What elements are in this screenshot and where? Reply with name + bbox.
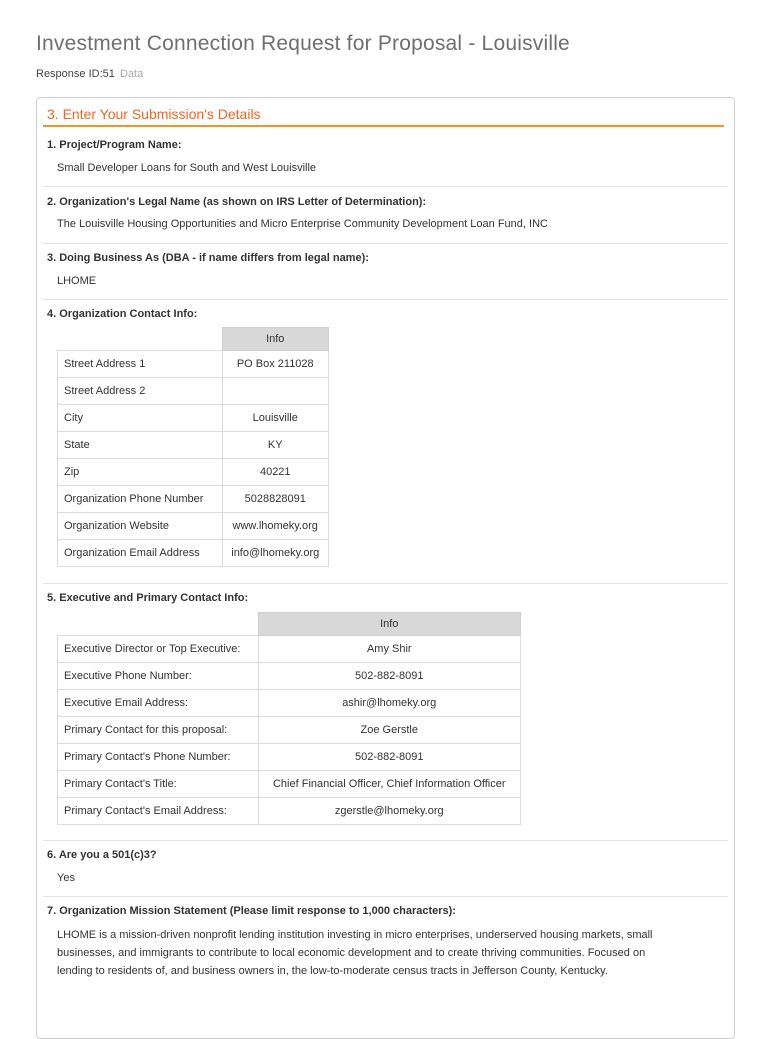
row-value: Zoe Gerstle — [258, 717, 521, 744]
table-header-row — [58, 613, 521, 636]
section-divider — [43, 125, 724, 127]
row-value: info@lhomeky.org — [222, 540, 329, 567]
row-value — [222, 378, 329, 405]
table-row — [58, 717, 521, 744]
response-id-text: Response ID:51 — [36, 68, 115, 80]
row-label: Executive Phone Number: — [58, 663, 259, 690]
row-label: State — [58, 432, 223, 459]
q7-answer-line: lending to residents of, and business owners in, the low-to-moderate census tracts in Jefferson County, Kentucky. — [57, 965, 608, 977]
q2-answer: The Louisville Housing Opportunities and Micro Enterprise Community Development Loan Fund, INC — [57, 218, 548, 230]
row-label: Organization Website — [58, 513, 223, 540]
row-label: Primary Contact for this proposal: — [58, 717, 259, 744]
row-value: PO Box 211028 — [222, 351, 329, 378]
table-row — [58, 486, 329, 513]
data-link[interactable]: Data — [119, 68, 144, 80]
row-value: Louisville — [222, 405, 329, 432]
submission-details-panel — [36, 97, 735, 1039]
row-value: 502-882-8091 — [258, 663, 521, 690]
response-id — [36, 68, 143, 80]
row-label: Street Address 1 — [58, 351, 223, 378]
q3-label: 3. Doing Business As (DBA - if name differs from legal name): — [47, 252, 369, 264]
divider — [43, 299, 728, 300]
q6-answer: Yes — [57, 872, 75, 884]
table-row — [58, 636, 521, 663]
row-value: 502-882-8091 — [258, 744, 521, 771]
q1-answer: Small Developer Loans for South and West Louisville — [57, 162, 317, 174]
q6-label: 6. Are you a 501(c)3? — [47, 849, 157, 861]
divider — [43, 583, 728, 584]
row-value: ashir@lhomeky.org — [258, 690, 521, 717]
table-row — [58, 690, 521, 717]
table-header-row — [58, 328, 329, 351]
table-header-info: Info — [258, 613, 521, 636]
q1-label: 1. Project/Program Name: — [47, 139, 182, 151]
q4-label: 4. Organization Contact Info: — [47, 308, 198, 320]
table-row — [58, 351, 329, 378]
row-label: Primary Contact's Email Address: — [58, 798, 259, 825]
row-value: Amy Shir — [258, 636, 521, 663]
divider — [43, 840, 728, 841]
row-value: zgerstle@lhomeky.org — [258, 798, 521, 825]
table-row — [58, 513, 329, 540]
q7-answer — [57, 926, 653, 980]
row-label: Executive Director or Top Executive: — [58, 636, 259, 663]
table-row — [58, 405, 329, 432]
q7-answer-line: businesses, and immigrants to contribute to local economic development and to create thriving communities. Focused on — [57, 947, 646, 959]
divider — [43, 243, 728, 244]
table-row — [58, 459, 329, 486]
row-label: City — [58, 405, 223, 432]
table-row — [58, 771, 521, 798]
row-label: Organization Email Address — [58, 540, 223, 567]
table-header-info: Info — [222, 328, 329, 351]
q7-label: 7. Organization Mission Statement (Please limit response to 1,000 characters): — [47, 905, 456, 917]
table-row — [58, 432, 329, 459]
q2-label: 2. Organization's Legal Name (as shown on IRS Letter of Determination): — [47, 196, 427, 208]
table-row — [58, 378, 329, 405]
row-value: Chief Financial Officer, Chief Information Officer — [258, 771, 521, 798]
table-row — [58, 540, 329, 567]
table-row — [58, 744, 521, 771]
row-value: 5028828091 — [222, 486, 329, 513]
row-value: KY — [222, 432, 329, 459]
row-label: Primary Contact's Title: — [58, 771, 259, 798]
q3-answer: LHOME — [57, 275, 97, 287]
divider — [43, 186, 728, 187]
row-label: Street Address 2 — [58, 378, 223, 405]
executive-contact-table — [57, 612, 521, 825]
organization-contact-table — [57, 327, 329, 567]
section-title: 3. Enter Your Submission's Details — [47, 106, 261, 122]
row-label: Organization Phone Number — [58, 486, 223, 513]
table-header-blank — [58, 613, 259, 636]
row-label: Executive Email Address: — [58, 690, 259, 717]
row-value: 40221 — [222, 459, 329, 486]
table-row — [58, 798, 521, 825]
table-header-blank — [58, 328, 223, 351]
q5-label: 5. Executive and Primary Contact Info: — [47, 592, 249, 604]
row-label: Zip — [58, 459, 223, 486]
page-title: Investment Connection Request for Proposal - Louisville — [36, 32, 570, 55]
table-row — [58, 663, 521, 690]
row-value: www.lhomeky.org — [222, 513, 329, 540]
divider — [43, 896, 728, 897]
q7-answer-line: LHOME is a mission-driven nonprofit lending institution investing in micro enterprises, underserved housing markets, small — [57, 929, 653, 941]
row-label: Primary Contact's Phone Number: — [58, 744, 259, 771]
